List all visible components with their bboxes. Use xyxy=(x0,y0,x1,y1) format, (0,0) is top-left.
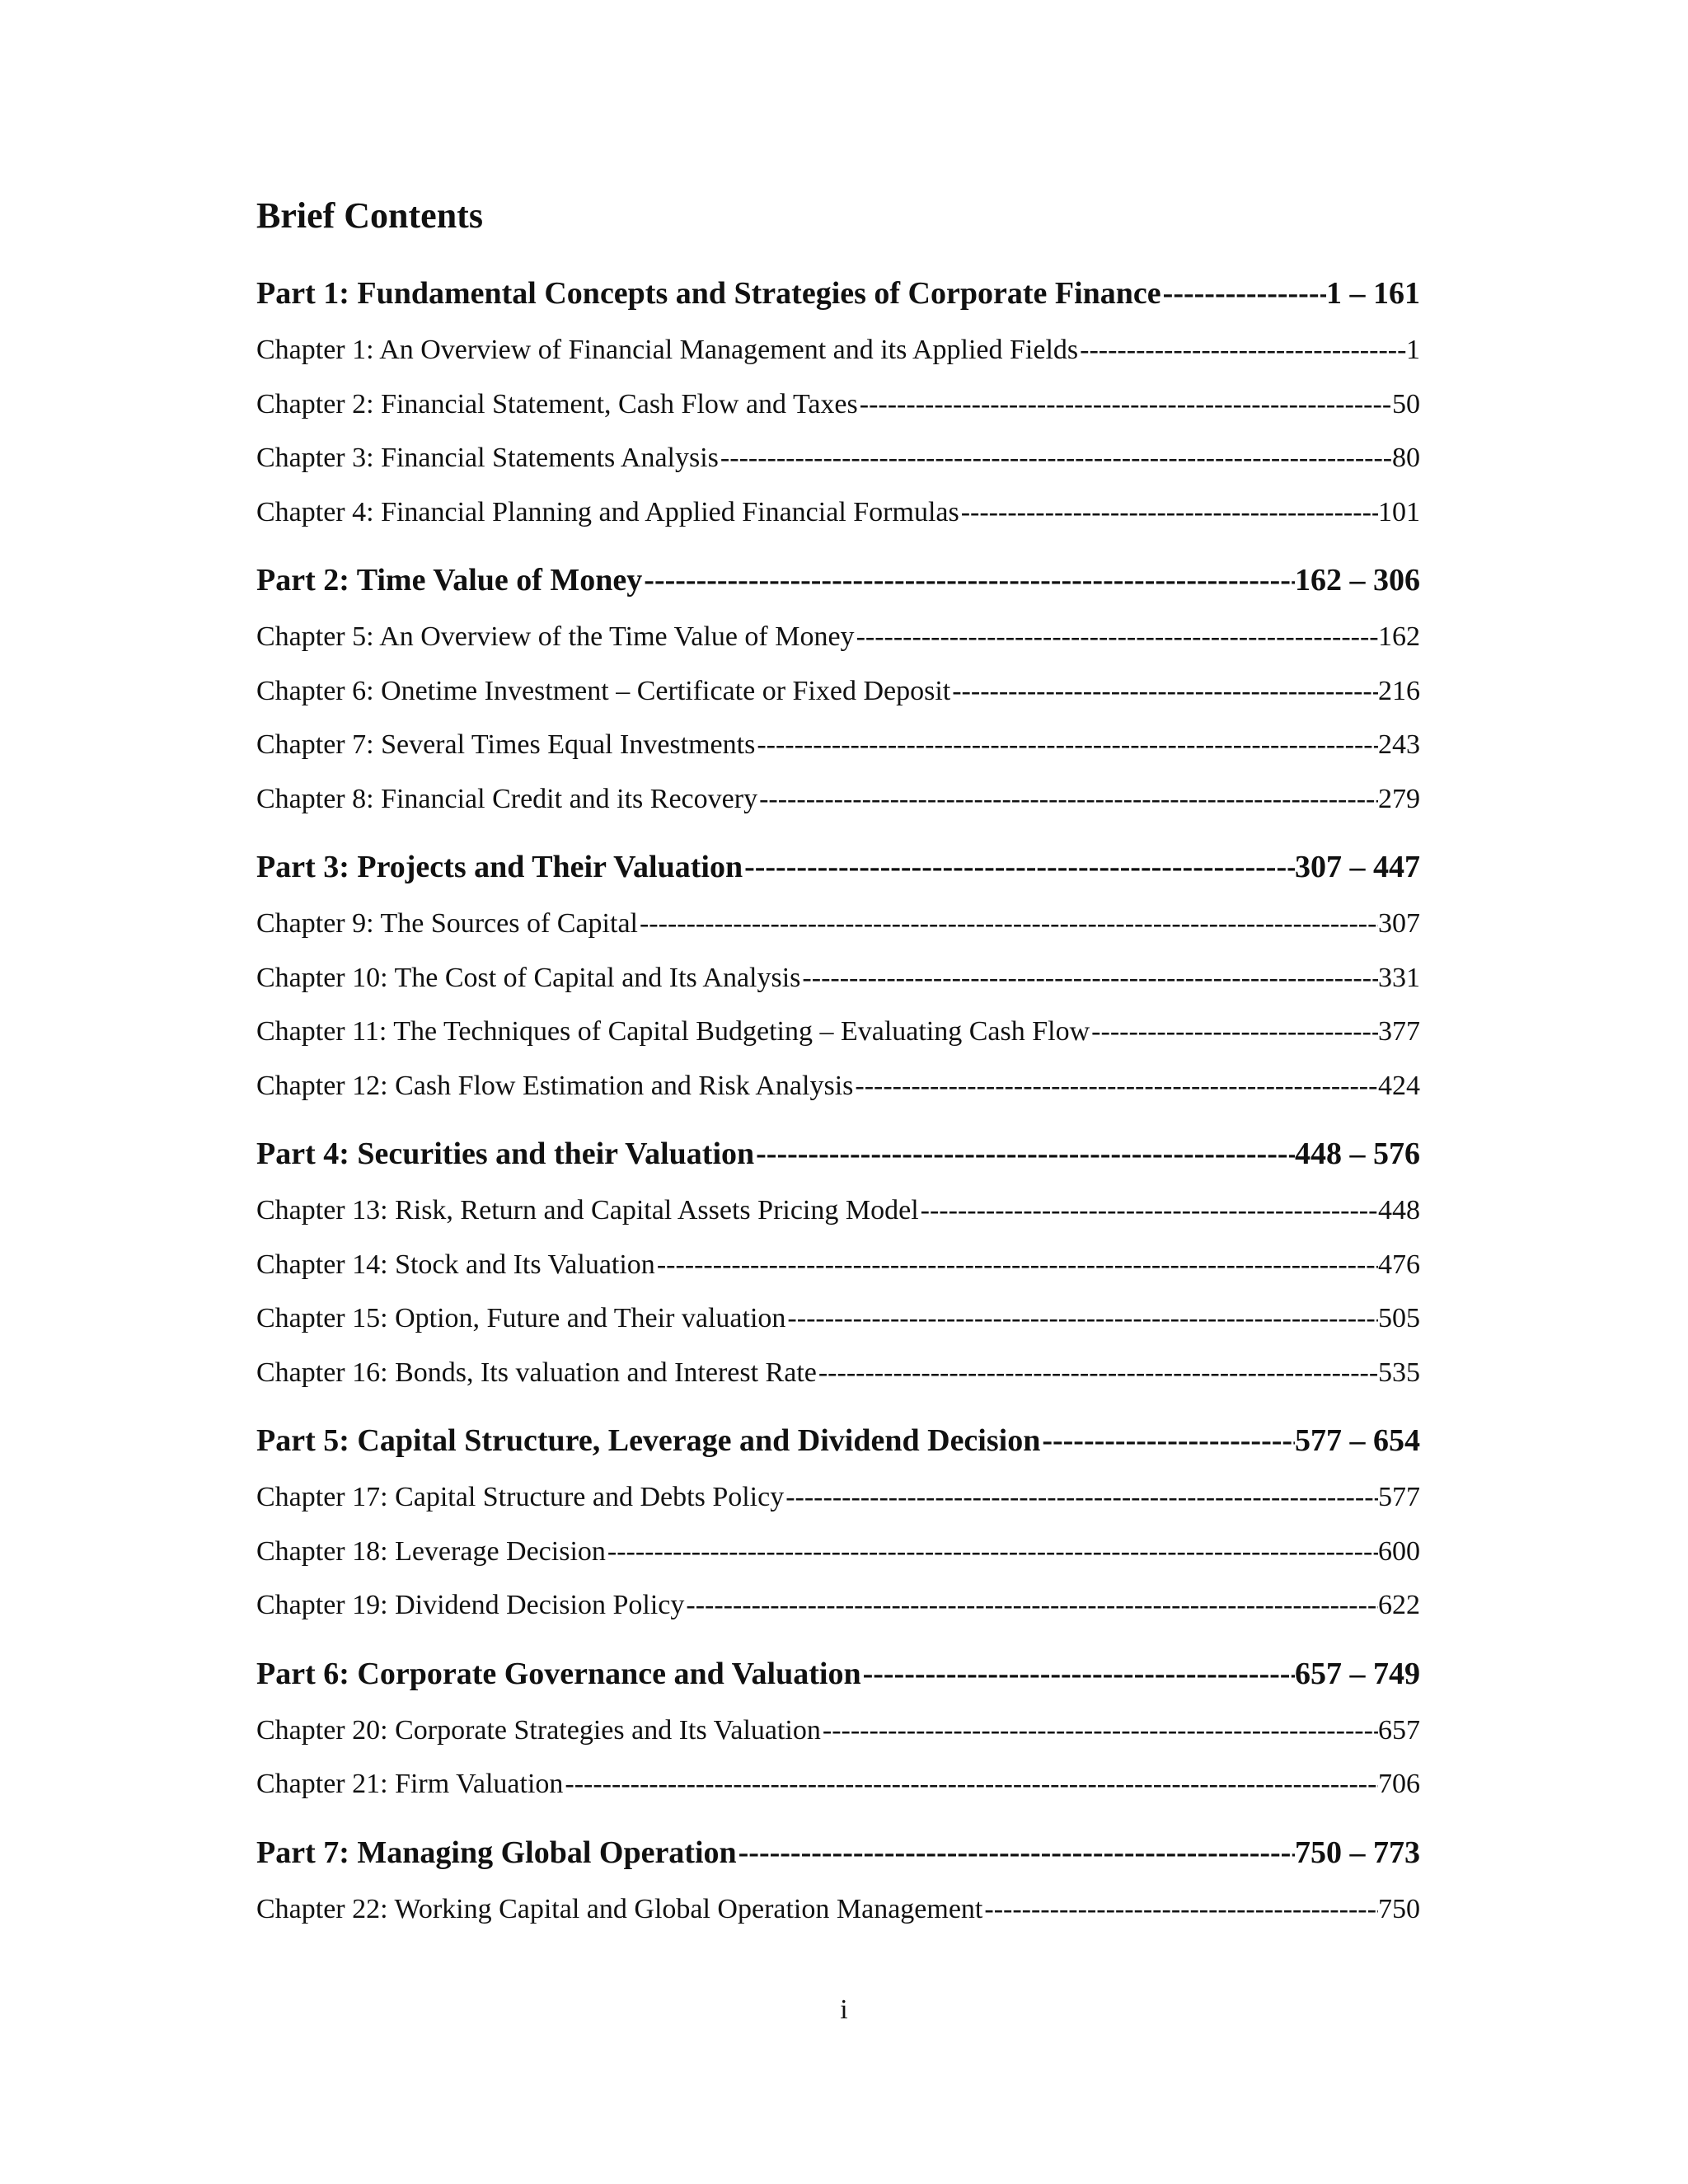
part-title: Part 5: Capital Structure, Leverage and Dividend Decision xyxy=(256,1423,1041,1458)
part-page-range: 750 – 773 xyxy=(1295,1835,1420,1870)
part-page-range: 657 – 749 xyxy=(1295,1656,1420,1691)
toc-part-entry[interactable] xyxy=(256,1124,1420,1183)
dot-leader xyxy=(755,718,1378,772)
part-title: Part 1: Fundamental Concepts and Strategies of Corporate Finance xyxy=(256,276,1161,311)
chapter-page-number: 750 xyxy=(1378,1893,1420,1924)
toc-part-entry[interactable] xyxy=(256,837,1420,897)
chapter-title: Chapter 3: Financial Statements Analysis xyxy=(256,443,719,473)
toc-chapter-entry[interactable] xyxy=(256,718,1420,772)
chapter-title: Chapter 22: Working Capital and Global Operation Management xyxy=(256,1893,983,1924)
chapter-page-number: 622 xyxy=(1378,1590,1420,1620)
chapter-title: Chapter 15: Option, Future and Their valuation xyxy=(256,1303,786,1333)
part-page-range: 162 – 306 xyxy=(1295,563,1420,598)
toc-chapter-entry[interactable] xyxy=(256,897,1420,951)
toc-part-entry[interactable] xyxy=(256,551,1420,610)
toc-chapter-entry[interactable] xyxy=(256,610,1420,664)
toc-chapter-entry[interactable] xyxy=(256,1346,1420,1400)
toc-chapter-entry[interactable] xyxy=(256,323,1420,377)
chapter-page-number: 706 xyxy=(1378,1769,1420,1799)
page-number: i xyxy=(840,1994,848,2025)
chapter-page-number: 448 xyxy=(1378,1195,1420,1226)
dot-leader xyxy=(655,1238,1378,1292)
toc-chapter-entry[interactable] xyxy=(256,431,1420,485)
dot-leader xyxy=(757,772,1378,827)
toc-chapter-entry[interactable] xyxy=(256,772,1420,827)
toc-part-entry[interactable] xyxy=(256,264,1420,323)
chapter-page-number: 377 xyxy=(1378,1016,1420,1047)
chapter-page-number: 101 xyxy=(1378,496,1420,527)
chapter-title: Chapter 21: Firm Valuation xyxy=(256,1769,564,1799)
dot-leader xyxy=(785,1291,1378,1346)
toc-chapter-entry[interactable] xyxy=(256,1291,1420,1346)
part-page-range: 1 – 161 xyxy=(1326,276,1420,311)
dot-leader xyxy=(817,1346,1378,1400)
part-title: Part 4: Securities and their Valuation xyxy=(256,1137,755,1171)
chapter-title: Chapter 20: Corporate Strategies and Its Valuation xyxy=(256,1714,821,1746)
chapter-page-number: 424 xyxy=(1378,1070,1420,1101)
dot-leader xyxy=(1078,323,1406,377)
toc-chapter-entry[interactable] xyxy=(256,1183,1420,1238)
chapter-page-number: 600 xyxy=(1378,1535,1420,1567)
dot-leader xyxy=(853,1059,1378,1113)
chapter-page-number: 657 xyxy=(1378,1714,1420,1746)
dot-leader xyxy=(982,1882,1378,1937)
toc-part-entry[interactable] xyxy=(256,1823,1420,1882)
table-of-contents xyxy=(256,264,1420,1936)
dot-leader xyxy=(919,1183,1378,1238)
chapter-page-number: 50 xyxy=(1392,388,1420,419)
chapter-page-number: 243 xyxy=(1378,729,1420,760)
chapter-title: Chapter 17: Capital Structure and Debts Policy xyxy=(256,1482,785,1512)
chapter-title: Chapter 7: Several Times Equal Investments xyxy=(256,729,756,760)
toc-chapter-entry[interactable] xyxy=(256,1059,1420,1113)
part-page-range: 577 – 654 xyxy=(1295,1423,1420,1458)
toc-chapter-entry[interactable] xyxy=(256,1578,1420,1633)
toc-chapter-entry[interactable] xyxy=(256,377,1420,432)
dot-leader xyxy=(1040,1411,1295,1470)
dot-leader xyxy=(800,951,1378,1005)
chapter-title: Chapter 16: Bonds, Its valuation and Interest Rate xyxy=(256,1357,817,1388)
dot-leader xyxy=(1161,264,1326,323)
dot-leader xyxy=(642,551,1295,610)
toc-chapter-entry[interactable] xyxy=(256,1470,1420,1525)
toc-chapter-entry[interactable] xyxy=(256,1704,1420,1758)
chapter-page-number: 535 xyxy=(1378,1357,1420,1388)
chapter-page-number: 162 xyxy=(1378,621,1420,652)
dot-leader xyxy=(858,377,1392,432)
chapter-page-number: 80 xyxy=(1392,443,1420,473)
dot-leader xyxy=(754,1124,1295,1183)
dot-leader xyxy=(861,1644,1295,1704)
part-title: Part 6: Corporate Governance and Valuation xyxy=(256,1656,861,1691)
dot-leader xyxy=(743,837,1295,897)
chapter-title: Chapter 18: Leverage Decision xyxy=(256,1535,606,1567)
toc-chapter-entry[interactable] xyxy=(256,1757,1420,1811)
dot-leader xyxy=(606,1525,1378,1579)
dot-leader xyxy=(855,610,1378,664)
part-title: Part 7: Managing Global Operation xyxy=(256,1835,737,1870)
chapter-title: Chapter 5: An Overview of the Time Value of Money xyxy=(256,621,855,652)
dot-leader xyxy=(737,1823,1295,1882)
part-title: Part 3: Projects and Their Valuation xyxy=(256,850,743,884)
part-title: Part 2: Time Value of Money xyxy=(256,563,643,598)
dot-leader xyxy=(684,1578,1378,1633)
chapter-page-number: 279 xyxy=(1378,783,1420,814)
dot-leader xyxy=(950,664,1378,719)
chapter-title: Chapter 19: Dividend Decision Policy xyxy=(256,1590,685,1620)
chapter-title: Chapter 11: The Techniques of Capital Budgeting – Evaluating Cash Flow xyxy=(256,1016,1090,1047)
toc-chapter-entry[interactable] xyxy=(256,664,1420,719)
toc-chapter-entry[interactable] xyxy=(256,1005,1420,1059)
dot-leader xyxy=(638,897,1378,951)
chapter-page-number: 505 xyxy=(1378,1303,1420,1333)
chapter-title: Chapter 6: Onetime Investment – Certificate or Fixed Deposit xyxy=(256,675,951,706)
dot-leader xyxy=(784,1470,1378,1525)
chapter-title: Chapter 9: The Sources of Capital xyxy=(256,908,638,939)
dot-leader xyxy=(959,485,1378,540)
chapter-page-number: 577 xyxy=(1378,1482,1420,1512)
toc-part-entry[interactable] xyxy=(256,1644,1420,1704)
chapter-title: Chapter 1: An Overview of Financial Management and its Applied Fields xyxy=(256,335,1079,365)
chapter-title: Chapter 14: Stock and Its Valuation xyxy=(256,1249,655,1280)
chapter-title: Chapter 8: Financial Credit and its Recovery xyxy=(256,783,758,814)
dot-leader xyxy=(1090,1005,1378,1059)
chapter-page-number: 331 xyxy=(1378,962,1420,993)
chapter-title: Chapter 4: Financial Planning and Applied Financial Formulas xyxy=(256,496,959,527)
toc-chapter-entry[interactable] xyxy=(256,1882,1420,1937)
chapter-title: Chapter 10: The Cost of Capital and Its Analysis xyxy=(256,962,801,993)
toc-chapter-entry[interactable] xyxy=(256,485,1420,540)
chapter-page-number: 307 xyxy=(1378,908,1420,939)
chapter-page-number: 1 xyxy=(1406,335,1420,365)
dot-leader xyxy=(719,431,1392,485)
chapter-title: Chapter 2: Financial Statement, Cash Flow and Taxes xyxy=(256,388,858,419)
toc-chapter-entry[interactable] xyxy=(256,1525,1420,1579)
part-page-range: 307 – 447 xyxy=(1295,850,1420,884)
toc-chapter-entry[interactable] xyxy=(256,951,1420,1005)
chapter-page-number: 216 xyxy=(1378,675,1420,706)
toc-chapter-entry[interactable] xyxy=(256,1238,1420,1292)
page-title: Brief Contents xyxy=(256,195,483,236)
dot-leader xyxy=(563,1757,1378,1811)
toc-part-entry[interactable] xyxy=(256,1411,1420,1470)
part-page-range: 448 – 576 xyxy=(1295,1137,1420,1171)
chapter-title: Chapter 13: Risk, Return and Capital Assets Pricing Model xyxy=(256,1195,919,1226)
dot-leader xyxy=(821,1704,1378,1758)
chapter-page-number: 476 xyxy=(1378,1249,1420,1280)
chapter-title: Chapter 12: Cash Flow Estimation and Risk Analysis xyxy=(256,1070,854,1101)
